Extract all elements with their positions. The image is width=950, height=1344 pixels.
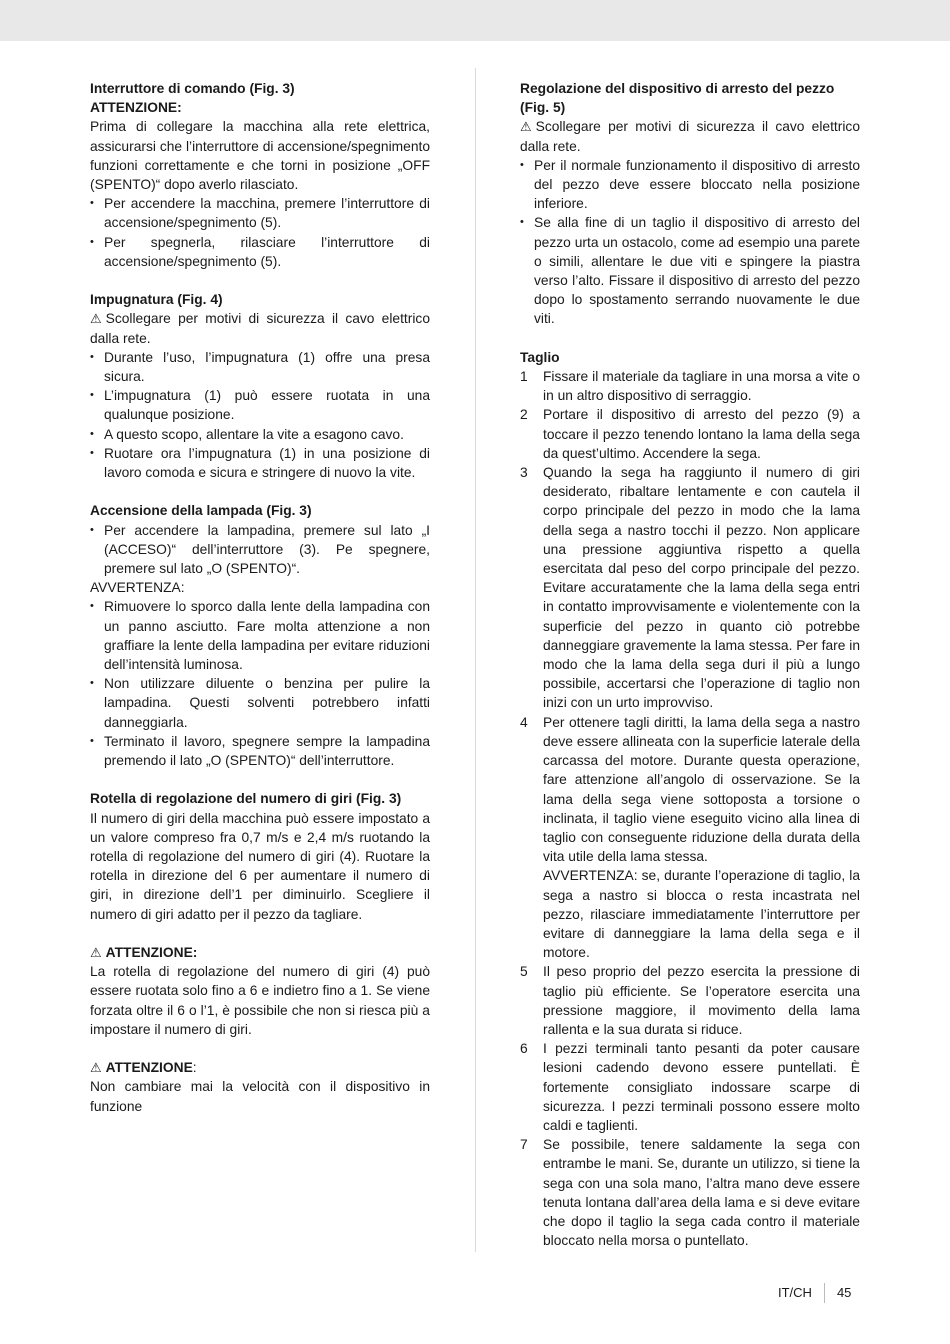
- item-number: 4: [520, 714, 528, 730]
- warning-colon: :: [192, 1060, 197, 1076]
- section-cutting: [520, 348, 860, 1251]
- column-divider: [475, 68, 476, 1252]
- list-item: • Per il normale funzionamento il dispositivo di arresto del pezzo deve essere bloccato nella posizione inferiore.: [520, 156, 860, 214]
- item-number: 2: [520, 407, 528, 423]
- list-item: • Terminato il lavoro, spegnere sempre la lampadina premendo il lato „O (SPENTO)“ dell’interruttore.: [90, 732, 430, 770]
- bullet-list: [90, 597, 430, 770]
- warning-triangle-icon: ⚠: [90, 1060, 102, 1076]
- section-handle: [90, 290, 430, 482]
- section-title: Taglio: [520, 349, 560, 365]
- section-title: Rotella di regolazione del numero di giri (Fig. 3): [90, 791, 402, 807]
- paragraph-text: Scollegare per motivi di sicurezza il cavo elettrico dalla rete.: [90, 311, 430, 346]
- section-workpiece-stop: [520, 79, 860, 329]
- section-title: Regolazione del dispositivo di arresto del pezzo (Fig. 5): [520, 81, 835, 116]
- list-item: • Rimuovere lo sporco dalla lente della lampadina con un panno asciutto. Fare molta attenzione a non graffiare la lente della lampadina per evitare riduzioni dell’intensità luminosa.: [90, 597, 430, 674]
- list-item: • Se alla fine di un taglio il dispositivo di arresto del pezzo urta un ostacolo, come ad esempio una parete o simili, allentare le due viti e spingere la piastra verso l’alto. Fissare il dispositivo di arresto del pezzo dopo lo spostamento serrando nuovamente le due viti.: [520, 213, 860, 328]
- section-warning-1: [90, 943, 430, 1039]
- list-item: [520, 1039, 860, 1135]
- paragraph: [90, 309, 430, 347]
- list-item: [520, 405, 860, 463]
- warning-title-text: ATTENZIONE:: [105, 945, 198, 961]
- list-item: • Durante l’uso, l’impugnatura (1) offre una presa sicura.: [90, 348, 430, 386]
- item-number: 6: [520, 1041, 528, 1057]
- section-title: [90, 943, 430, 962]
- item-number: 7: [520, 1137, 528, 1153]
- warning-label: ATTENZIONE:: [90, 100, 182, 116]
- paragraph-text: Scollegare per motivi di sicurezza il cavo elettrico dalla rete.: [520, 119, 860, 154]
- section-warning-2: [90, 1058, 430, 1116]
- note-label: AVVERTENZA:: [90, 580, 185, 596]
- bullet-list: [90, 348, 430, 482]
- section-title: Interruttore di comando (Fig. 3): [90, 81, 295, 96]
- bullet-list: [90, 521, 430, 579]
- item-number: 5: [520, 964, 528, 980]
- left-column: [90, 79, 430, 1135]
- list-item: [520, 1135, 860, 1250]
- right-column: [520, 79, 860, 1270]
- paragraph: Il numero di giri della macchina può essere impostato a un valore compreso fra 0,7 m/s e 2,4 m/s ruotando la rotella di regolazione del numero di giri (4). Ruotare la rotella in direzione del 6 per aumentare il numero di giri, in direzione dell’1 per diminuirlo. Scegliere il numero di giri adatto per il pezzo da tagliare.: [90, 810, 430, 922]
- warning-triangle-icon: ⚠: [520, 119, 532, 135]
- warning-title-text: ATTENZIONE: [105, 1060, 193, 1076]
- list-item: [520, 463, 860, 713]
- bullet-list: [520, 156, 860, 329]
- list-item: [520, 962, 860, 1039]
- paragraph: La rotella di regolazione del numero di giri (4) può essere ruotata solo fino a 6 e indietro fino a 1. Se viene forzata oltre il 6 o l’1, è possibile che non si riesca più a impostare il numero di giri.: [90, 964, 430, 1037]
- section-title: Impugnatura (Fig. 4): [90, 292, 223, 308]
- bullet-list: [90, 194, 430, 271]
- list-item: • Per accendere la lampadina, premere sul lato „I (ACCESO)“ dell’interruttore (3). Pe spegnere, premere sul lato „O (SPENTO)“.: [90, 521, 430, 579]
- item-text: Portare il dispositivo di arresto del pezzo (9) a toccare il pezzo tenendo lontano la lama della sega da quest’ultimo. Accendere la sega.: [543, 407, 860, 461]
- item-text: Il peso proprio del pezzo esercita la pressione di taglio più efficiente. Se l’operatore esercita una pressione maggiore, il movimento della lama rallenta e la sua durata si riduce.: [543, 964, 860, 1037]
- list-item: • Non utilizzare diluente o benzina per pulire la lampadina. Questi solventi potrebbero infatti danneggiarla.: [90, 674, 430, 732]
- item-note: AVVERTENZA: se, durante l’operazione di taglio, la sega a nastro si blocca o resta incastrata nel pezzo, rilasciare immediatamente l’interruttore per evitare di danneggiare la lama della sega e il motore.: [543, 868, 860, 961]
- paragraph: [520, 117, 860, 155]
- list-item: • Per spegnerla, rilasciare l’interruttore di accensione/spegnimento (5).: [90, 233, 430, 271]
- item-text: Quando la sega ha raggiunto il numero di giri desiderato, ribaltare lentamente e con cautela il corpo principale del pezzo in modo che la lama della sega a nastro tocchi il pezzo. Non applicare una pressione aggiuntiva rispetto a quella esercitata dal peso del corpo principale del pezzo. Evitare accuratamente che la lama della sega entri in contatto improvvisamente e violentemente con la superficie del pezzo in quanto ciò potrebbe danneggiare gravemente la lama stessa. Per fare in modo che la lama della sega duri il più a lungo possibile, accertarsi che l’operazione di taglio non inizi con un urto improvviso.: [543, 465, 860, 711]
- section-title: Accensione della lampada (Fig. 3): [90, 503, 312, 519]
- item-text: I pezzi terminali tanto pesanti da poter causare lesioni cadendo devono essere puntellati. È fortemente consigliato indossare scarpe di sicurezza. I pezzi terminali possono essere molto caldi e taglienti.: [543, 1041, 860, 1133]
- top-bar: [0, 0, 950, 41]
- list-item: • L’impugnatura (1) può essere ruotata in una qualunque posizione.: [90, 386, 430, 424]
- list-item: • A questo scopo, allentare la vite a esagono cavo.: [90, 425, 430, 444]
- item-text: Per ottenere tagli diritti, la lama della sega a nastro deve essere allineata con la superficie laterale della carcassa del motore. Durante questa operazione, fare attenzione all’angolo di osservazione. Se la lama della sega viene sottoposta a torsione o inclinata, il taglio viene eseguito vicino alla linea di taglio con conseguente riduzione della durata della vita utile della lama stessa.: [543, 714, 860, 865]
- list-item: • Per accendere la macchina, premere l’interruttore di accensione/spegnimento (5).: [90, 194, 430, 232]
- warning-heading: [90, 1058, 430, 1077]
- item-number: 3: [520, 465, 528, 481]
- section-speed-wheel: [90, 789, 430, 923]
- item-number: 1: [520, 369, 528, 385]
- section-lamp: [90, 501, 430, 770]
- page-footer: [778, 1283, 851, 1303]
- item-text: Se possibile, tenere saldamente la sega con entrambe le mani. Se, durante un utilizzo, si tiene la sega con una sola mano, l’altra mano deve essere tenuta lontana dall’area della lama e si deve evitare che dopo il taglio la sega cada contro il materiale bloccato nella morsa o puntellato.: [543, 1137, 860, 1249]
- list-item: [520, 713, 860, 963]
- list-item: [520, 367, 860, 405]
- paragraph: Non cambiare mai la velocità con il dispositivo in funzione: [90, 1079, 430, 1114]
- warning-triangle-icon: ⚠: [90, 311, 102, 327]
- paragraph: Prima di collegare la macchina alla rete elettrica, assicurarsi che l’interruttore di accensione/spegnimento funzioni correttamente e che torni in posizione „OFF (SPENTO)“ dopo averlo rilasciato.: [90, 119, 430, 193]
- list-item: • Ruotare ora l’impugnatura (1) in una posizione di lavoro comoda e sicura e stringere di nuovo la vite.: [90, 444, 430, 482]
- language-code: IT/CH: [778, 1283, 825, 1303]
- numbered-list: [520, 367, 860, 1250]
- section-control-switch: [90, 79, 430, 271]
- page-number: 45: [836, 1285, 852, 1300]
- item-text: Fissare il materiale da tagliare in una morsa a vite o in un altro dispositivo di serraggio.: [543, 369, 860, 404]
- warning-triangle-icon: ⚠: [90, 945, 102, 961]
